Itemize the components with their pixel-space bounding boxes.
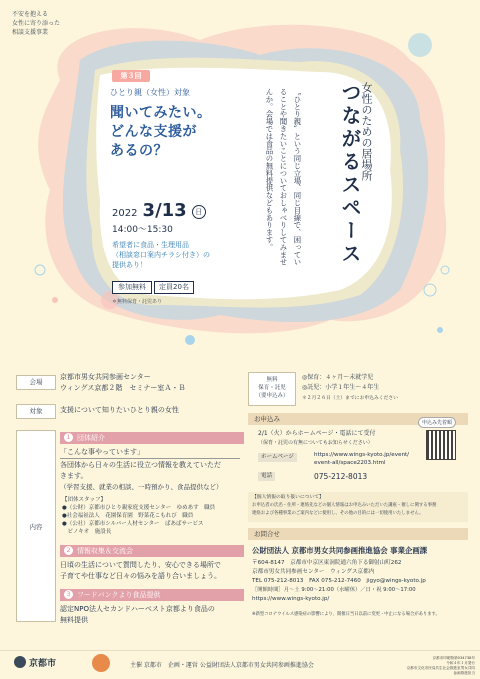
section-title: 情報収集＆交流会 xyxy=(77,547,133,555)
date-weekday: 日 xyxy=(192,205,206,219)
tagline-line: 相談支援事業 xyxy=(12,29,49,36)
target-audience: ひとり親（女性）対象 xyxy=(110,88,190,97)
section-title: フードバンクより食品提供 xyxy=(77,591,161,599)
section-header xyxy=(60,589,244,601)
section1-line: （学習支援、就業の相談、一時預かり、食品提供など） xyxy=(60,483,223,491)
contact-org: 公財団法人 京都市男女共同参画推進協会 事業企画課 xyxy=(252,546,428,555)
contact-line: 京都市男女共同参画センター ウィングス京都内 xyxy=(252,569,375,575)
contact-line: ［開館時間］月～土 9:00～21:00（水曜休）／日・祝 9:00～17:00 xyxy=(252,587,416,593)
headline-line: 聞いてみたい。 xyxy=(110,105,212,121)
apply-url-line[interactable]: event-all/space2203.html xyxy=(314,460,386,466)
target-text: 支援について知りたいひとり親の女性 xyxy=(60,406,179,414)
section-title: 団体紹介 xyxy=(77,434,105,442)
mascot-icon xyxy=(92,654,110,672)
apply-header: お申込み xyxy=(248,413,468,425)
childcare-label xyxy=(248,372,296,406)
target-label: 対象 xyxy=(16,404,56,419)
kyoto-city-logo xyxy=(14,656,56,669)
section1-line: 各団体から日々の生活に役立つ情報を教えていただ xyxy=(60,461,221,469)
organizer-text: 主催 京都市 企画・運営 公益財団法人京都市男女共同参画推進協会 xyxy=(130,662,314,669)
homepage-label: ホームページ xyxy=(258,453,297,462)
venue-line: 京都市男女共同参画センター xyxy=(60,373,151,381)
content-label xyxy=(16,430,56,622)
first-come-tag: 申込み先着順 xyxy=(418,417,456,428)
covid-note: ※新型コロナウイルス感染症の影響により、開催日当日以前に変更・中止になる場合があります。 xyxy=(252,612,440,617)
event-date xyxy=(112,200,206,221)
apply-line: （保育・託児の有無についてもお知らせください） xyxy=(258,440,373,446)
staff-line: ●（公財）京都市ひとり親家庭支援センター ゆめあす 職員 xyxy=(62,505,216,511)
childcare-line: ◎保育：４ヶ月～未就学児 xyxy=(302,374,374,381)
tagline-line: 不安を抱える xyxy=(12,11,49,18)
staff-line: ピノキオ 施設長 xyxy=(62,529,112,535)
contact-url[interactable]: https://www.wings-kyoto.jp/ xyxy=(252,596,330,602)
date-year: 2022 xyxy=(112,208,138,219)
headline xyxy=(110,104,212,161)
childcare-label-line: （要申込み） xyxy=(255,393,289,399)
headline-line: どんな支援が xyxy=(110,124,197,140)
section2-line: 子育てや仕事など日々の悩みを語り合いましょう。 xyxy=(60,572,221,580)
event-description: 〝ひとり親〟という同じ立場、同じ目線で、困っていることや聞きたいことについておしゃべりしてみませんか。会場では食品の無料提供などもあります。 xyxy=(265,88,302,266)
title-small: 女性のための居場所 xyxy=(360,82,373,181)
apply-line: 2/1（火）からホームページ・電話にて受付 xyxy=(258,430,376,437)
staff-line: ●（公社）京都市シルバー人材センター ぱあばサービス xyxy=(62,521,204,527)
staff-line: ●社会福祉法人 花園保育園 野菜花こもれび 職員 xyxy=(62,513,194,519)
content-label-text: 内容 xyxy=(29,522,43,531)
capacity-pill: 定員20名 xyxy=(154,281,194,294)
print-info xyxy=(405,656,475,676)
tagline xyxy=(12,10,60,37)
childcare-label-line: 無料 xyxy=(266,377,278,383)
headline-line: あるの？ xyxy=(110,143,168,159)
section-header xyxy=(60,545,244,557)
privacy-header: 【個人情報の取り扱いについて】 xyxy=(252,495,324,500)
phone-label: 電話 xyxy=(258,472,275,481)
tagline-line: 女性に寄り添った xyxy=(12,20,61,27)
staff-title: 【団体スタッフ】 xyxy=(62,497,107,503)
section-header xyxy=(60,432,244,444)
venue-label: 会場 xyxy=(16,375,56,390)
section1-quote: 「こんな事やっています」 xyxy=(60,447,240,459)
perk-notice xyxy=(112,240,210,270)
print-line: 京都市印刷物第034738号 xyxy=(432,656,475,660)
childcare-label-line: 保育・託児 xyxy=(258,385,286,391)
contact-line: TEL 075-212-8013 FAX 075-212-7460 jigyo@wings-kyoto.jp xyxy=(252,578,426,584)
apply-url-line[interactable]: https://www.wings-kyoto.jp/event/ xyxy=(314,452,410,458)
section-number: 2 xyxy=(64,546,73,555)
qr-code-icon[interactable] xyxy=(426,430,456,460)
city-emblem-icon xyxy=(14,656,26,668)
childcare-note: ＊無料保育・託児あり xyxy=(112,299,163,305)
perk-line: 提供あり！ xyxy=(112,261,147,269)
event-time: 14:00～15:30 xyxy=(112,225,173,235)
contact-line: 〒604-8147 京都市中京区東洞院通六角下る御射山町262 xyxy=(252,560,402,566)
perk-line: 希望者に食品・生理用品 xyxy=(112,241,189,249)
childcare-line: ◎託児：小学１年生～４年生 xyxy=(302,384,380,391)
section3-line: 無料提供 xyxy=(60,616,88,624)
title-large: つながるスペース xyxy=(338,82,362,266)
episode-badge: 第３回 xyxy=(112,70,150,82)
privacy-line: お申込者の氏名・住所・連絡先などの個人情報はお申込みいただいた講座・催しに関する事務 xyxy=(252,503,437,508)
perk-line: （相談窓口案内チラシ付き）の xyxy=(112,251,210,259)
privacy-line: 連絡および各種事業のご案内などに使用し、その他の目的には一切使用いたしません。 xyxy=(252,511,424,516)
fee-pill: 参加無料 xyxy=(112,281,152,294)
print-line: 京都市文化市民局共生社会推進室男女共同参画推進担当 xyxy=(406,666,475,675)
venue-line: ウィングス京都２階 セミナー室Ａ・Ｂ xyxy=(60,384,186,392)
print-line: 令和４年１月発行 xyxy=(446,661,475,665)
logo-text: 京都市 xyxy=(29,659,57,669)
section-number: 1 xyxy=(64,433,73,442)
contact-header: お問合せ xyxy=(248,528,468,540)
date-month-day: 3/13 xyxy=(142,200,187,221)
section-number: 3 xyxy=(64,590,73,599)
section2-line: 日頃の生活について質問したり、安心できる場所で xyxy=(60,561,221,569)
childcare-deadline: ＊２月２６日（土）までにお申込みください xyxy=(302,396,398,401)
section1-line: きます。 xyxy=(60,472,88,480)
apply-phone[interactable]: 075-212-8013 xyxy=(314,472,368,481)
section3-line: 認定NPO法人セカンドハーベスト京都より食品の xyxy=(60,605,215,613)
